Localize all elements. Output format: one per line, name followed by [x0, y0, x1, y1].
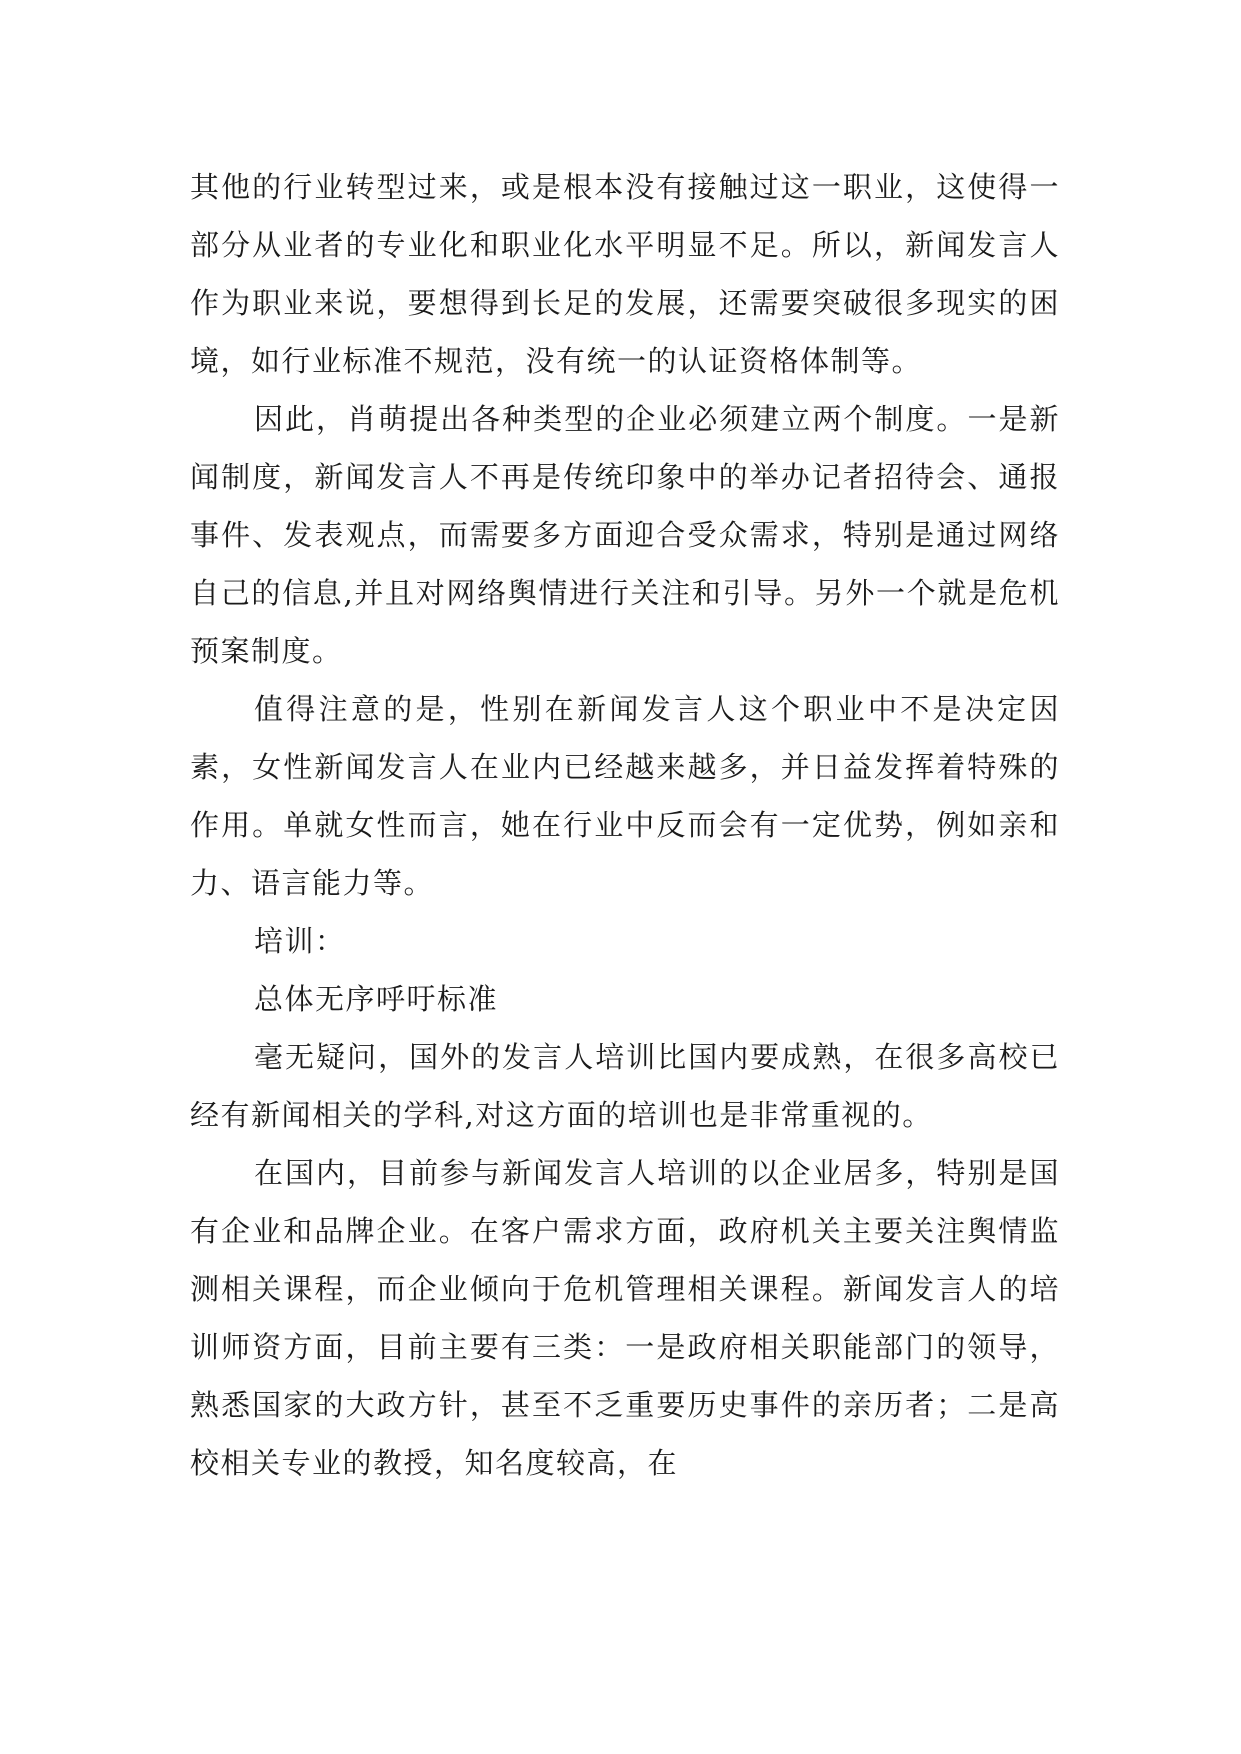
paragraph-2: 因此，肖萌提出各种类型的企业必须建立两个制度。一是新闻制度，新闻发言人不再是传统印象中的举办记者招待会、通报事件、发表观点，而需要多方面迎合受众需求，特别是通过网络自己的信息,并且对网络舆情进行关注和引导。另外一个就是危机预案制度。: [190, 402, 1060, 668]
paragraph-3: 值得注意的是，性别在新闻发言人这个职业中不是决定因素，女性新闻发言人在业内已经越来越多，并日益发挥着特殊的作用。单就女性而言，她在行业中反而会有一定优势，例如亲和力、语言能力等。: [190, 692, 1060, 900]
paragraph-7: 在国内，目前参与新闻发言人培训的以企业居多，特别是国有企业和品牌企业。在客户需求方面，政府机关主要关注舆情监测相关课程，而企业倾向于危机管理相关课程。新闻发言人的培训师资方面，目前主要有三类：一是政府相关职能部门的领导，熟悉国家的大政方针，甚至不乏重要历史事件的亲历者；二是高校相关专业的教授，知名度较高，在: [190, 1156, 1060, 1480]
section-subheading: 总体无序呼吁标准: [254, 982, 499, 1016]
paragraph-1: 其他的行业转型过来，或是根本没有接触过这一职业，这使得一部分从业者的专业化和职业化水平明显不足。所以，新闻发言人作为职业来说，要想得到长足的发展，还需要突破很多现实的困境，如行业标准不规范，没有统一的认证资格体制等。: [190, 170, 1060, 378]
document-body: [190, 158, 1060, 1492]
paragraph-6: 毫无疑问，国外的发言人培训比国内要成熟，在很多高校已经有新闻相关的学科,对这方面的培训也是非常重视的。: [190, 1040, 1060, 1132]
section-heading-training: 培训：: [254, 924, 346, 958]
